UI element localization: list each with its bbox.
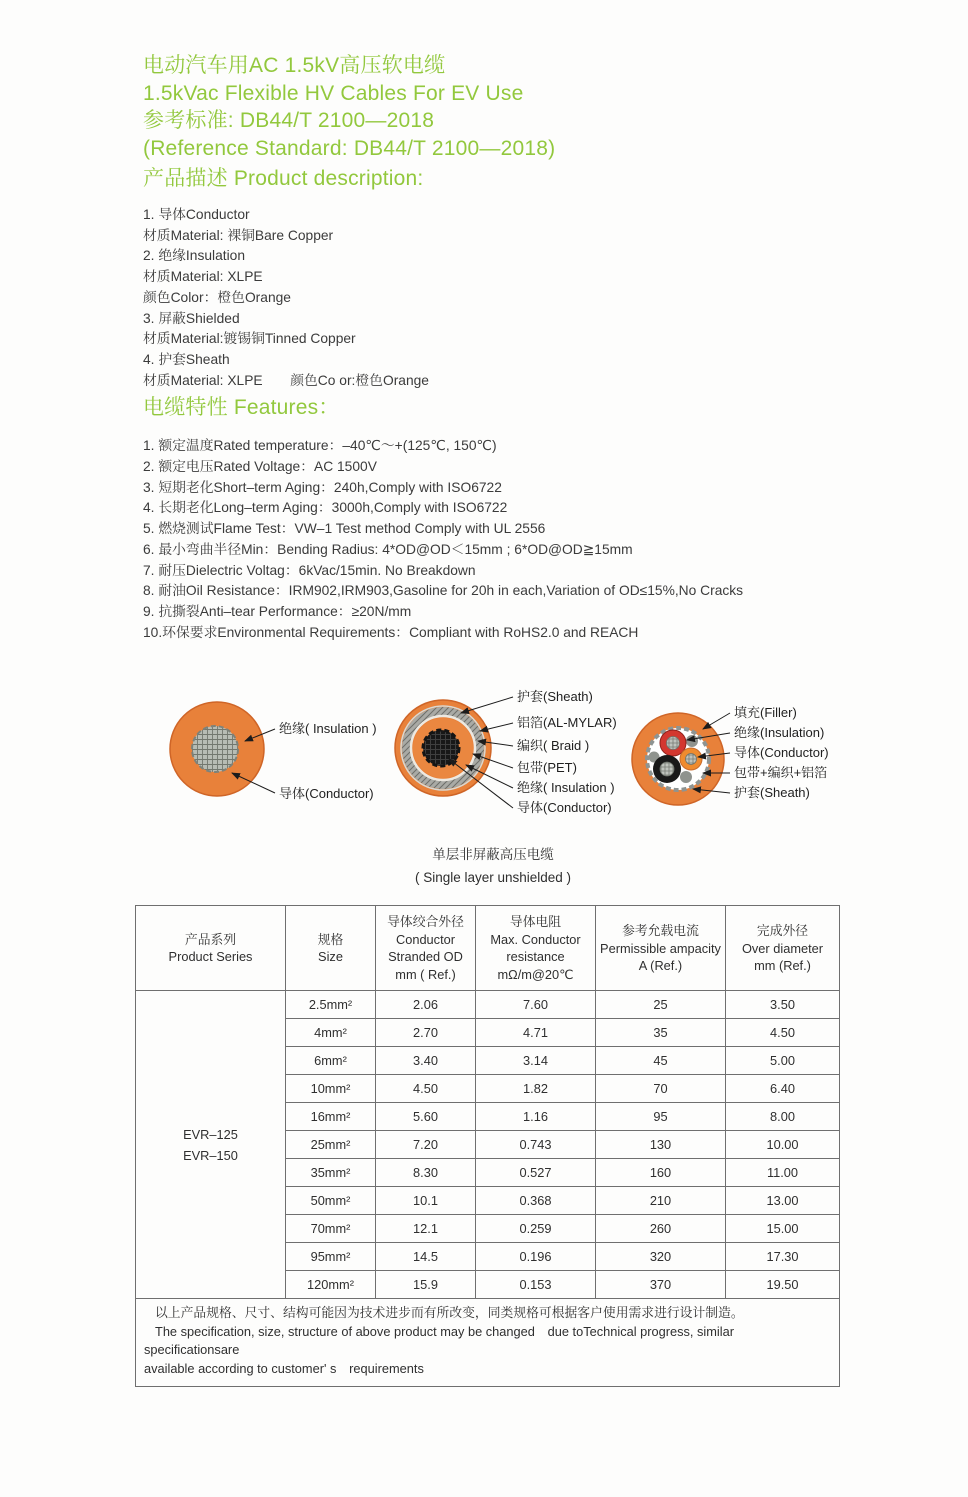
table-cell: 320 [596, 1243, 726, 1271]
filler-core-gray [686, 735, 698, 747]
feature-line: 4. 长期老化Long–term Aging：3000h,Comply with ISO6722 [143, 500, 508, 516]
table-cell: 6mm² [286, 1047, 376, 1075]
description-line: 材质Material: XLPE 颜色Co or:橙色Orange [143, 372, 429, 388]
feature-line: 8. 耐油Oil Resistance：IRM902,IRM903,Gasoline for 20h in each,Variation of OD≤15%,No Cracks [143, 583, 744, 599]
table-cell: 370 [596, 1271, 726, 1299]
diagram-label-insulation: 绝缘( Insulation ) [517, 780, 615, 796]
description-line: 颜色Color：橙色Orange [143, 289, 291, 305]
core-conductor [686, 754, 697, 765]
table-cell: 1.82 [476, 1075, 596, 1103]
cable-diagram-single-core [155, 677, 390, 842]
table-cell: 2.06 [376, 991, 476, 1019]
note-cell [136, 1299, 840, 1387]
table-cell: 210 [596, 1187, 726, 1215]
note-line-en-2: available according to customer' s requirements [144, 1360, 424, 1376]
core-conductor [667, 737, 680, 750]
diagram-label-al-mylar: 铝箔(AL-MYLAR) [517, 715, 617, 731]
header-over-diameter: 完成外径 Over diameter mm (Ref.) [726, 906, 840, 991]
cable-diagram-shielded-core [383, 677, 633, 842]
description-line: 3. 屏蔽Shielded [143, 310, 240, 326]
description-line: 材质Material:镀锡铜Tinned Copper [143, 331, 356, 347]
table-cell: 8.00 [726, 1103, 840, 1131]
feature-line: 6. 最小弯曲半径Min：Bending Radius: 4*OD@OD＜15mm ; 6*OD@OD≧15mm [143, 541, 633, 557]
filler-core-gray [680, 771, 692, 783]
feature-line: 2. 额定电压Rated Voltage：AC 1500V [143, 459, 377, 475]
header-size: 规格 Size [286, 906, 376, 991]
table-cell: 0.743 [476, 1131, 596, 1159]
table-cell: 35 [596, 1019, 726, 1047]
table-cell: 10.00 [726, 1131, 840, 1159]
table-cell: 10.1 [376, 1187, 476, 1215]
description-line: 材质Material: XLPE [143, 269, 263, 285]
diagram-label-insulation: 绝缘(Insulation) [734, 725, 825, 741]
header-permissible-ampacity: 参考允载电流 Permissible ampacity A (Ref.) [596, 906, 726, 991]
table-cell: 5.60 [376, 1103, 476, 1131]
table-cell: 130 [596, 1131, 726, 1159]
header-conductor-resistance: 导体电阻 Max. Conductor resistance mΩ/m@20℃ [476, 906, 596, 991]
note-line-en-1: The specification, size, structure of above product may be changed due toTechnical progress, similar specificationsare [144, 1323, 734, 1358]
cable-cross-section-figure [143, 677, 968, 889]
table-cell: 70mm² [286, 1215, 376, 1243]
product-description-list [143, 205, 883, 391]
product-series-cell: EVR–125 EVR–150 [136, 991, 286, 1299]
feature-line: 1. 额定温度Rated temperature：–40℃～+(125℃, 150℃) [143, 438, 497, 454]
diagram-label-conductor: 导体(Conductor) [734, 745, 829, 761]
diagram-label-sheath: 护套(Sheath) [517, 689, 593, 705]
product-description-heading: 产品描述 Product description: [143, 167, 424, 190]
table-cell: 0.527 [476, 1159, 596, 1187]
table-row [136, 991, 840, 1019]
table-cell: 1.16 [476, 1103, 596, 1131]
title-block [143, 52, 883, 162]
description-line: 1. 导体Conductor [143, 207, 250, 222]
conductor-strand-bundle [423, 730, 459, 766]
table-cell: 4.50 [726, 1019, 840, 1047]
table-cell: 45 [596, 1047, 726, 1075]
table-cell: 19.50 [726, 1271, 840, 1299]
diagram-label-insulation: 绝缘( Insulation ) [279, 721, 377, 737]
table-cell: 95 [596, 1103, 726, 1131]
title-standard-zh: 参考标准: DB44/T 2100—2018 [143, 109, 435, 132]
figure-caption-zh: 单层非屏蔽高压电缆 [432, 847, 554, 863]
table-cell: 2.5mm² [286, 991, 376, 1019]
description-line: 2. 绝缘Insulation [143, 248, 245, 264]
table-cell: 260 [596, 1215, 726, 1243]
table-cell: 6.40 [726, 1075, 840, 1103]
features-list [143, 436, 883, 643]
feature-line: 7. 耐压Dielectric Voltag：6kVac/15min. No Breakdown [143, 562, 476, 578]
title-standard-en: (Reference Standard: DB44/T 2100—2018) [143, 136, 556, 160]
spec-table-body [136, 991, 840, 1299]
features-section [143, 391, 883, 643]
figure-caption-en: ( Single layer unshielded ) [414, 870, 572, 886]
product-description-section [143, 162, 883, 391]
table-cell: 0.153 [476, 1271, 596, 1299]
table-cell: 25mm² [286, 1131, 376, 1159]
table-cell: 10mm² [286, 1075, 376, 1103]
table-cell: 120mm² [286, 1271, 376, 1299]
table-cell: 0.196 [476, 1243, 596, 1271]
table-cell: 15.00 [726, 1215, 840, 1243]
diagram-label-conductor: 导体(Conductor) [517, 800, 612, 816]
table-cell: 95mm² [286, 1243, 376, 1271]
table-cell: 7.60 [476, 991, 596, 1019]
feature-line: 5. 燃烧测试Flame Test：VW–1 Test method Comply with UL 2556 [143, 521, 546, 537]
header-stranded-od: 导体绞合外径 Conductor Stranded OD mm ( Ref.) [376, 906, 476, 991]
table-cell: 17.30 [726, 1243, 840, 1271]
table-cell: 4.50 [376, 1075, 476, 1103]
table-cell: 5.00 [726, 1047, 840, 1075]
diagram-label-wrap-braid-foil: 包带+编织+铝箔 [734, 765, 828, 781]
figure-caption [143, 843, 843, 889]
table-cell: 13.00 [726, 1187, 840, 1215]
core-conductor [660, 762, 674, 776]
diagram-label-sheath: 护套(Sheath) [734, 785, 810, 801]
table-cell: 3.14 [476, 1047, 596, 1075]
diagram-label-filler: 填充(Filler) [734, 705, 797, 721]
table-cell: 0.259 [476, 1215, 596, 1243]
table-cell: 7.20 [376, 1131, 476, 1159]
features-heading: 电缆特性 Features： [143, 396, 340, 420]
table-cell: 4mm² [286, 1019, 376, 1047]
table-cell: 15.9 [376, 1271, 476, 1299]
description-line: 材质Material: 裸铜Bare Copper [143, 227, 334, 243]
conductor-strand-bundle [192, 726, 238, 772]
note-line-zh: 以上产品规格、尺寸、结构可能因为技术进步而有所改变，同类规格可根据客户使用需求进行设计制造。 [155, 1305, 744, 1321]
table-cell: 160 [596, 1159, 726, 1187]
table-cell: 0.368 [476, 1187, 596, 1215]
spec-table [135, 905, 840, 1387]
table-cell: 8.30 [376, 1159, 476, 1187]
table-cell: 11.00 [726, 1159, 840, 1187]
feature-line: 10.环保要求Environmental Requirements：Compliant with RoHS2.0 and REACH [143, 624, 639, 640]
table-cell: 25 [596, 991, 726, 1019]
table-cell: 16mm² [286, 1103, 376, 1131]
spec-table-header [136, 906, 840, 991]
table-cell: 4.71 [476, 1019, 596, 1047]
note-row [136, 1299, 840, 1387]
table-cell: 14.5 [376, 1243, 476, 1271]
table-cell: 2.70 [376, 1019, 476, 1047]
table-cell: 3.40 [376, 1047, 476, 1075]
diagram-label-conductor: 导体(Conductor) [279, 786, 374, 802]
spec-table-footer [136, 1299, 840, 1387]
table-cell: 50mm² [286, 1187, 376, 1215]
header-product-series: 产品系列 Product Series [136, 906, 286, 991]
feature-line: 9. 抗撕裂Anti–tear Performance：≥20N/mm [143, 603, 412, 619]
table-cell: 70 [596, 1075, 726, 1103]
title-line-zh: 电动汽车用AC 1.5kV高压软电缆 [143, 54, 446, 77]
description-line: 4. 护套Sheath [143, 351, 230, 367]
table-cell: 35mm² [286, 1159, 376, 1187]
diagram-label-pet: 包带(PET) [517, 760, 577, 776]
feature-line: 3. 短期老化Short–term Aging：240h,Comply with ISO6722 [143, 479, 502, 495]
table-cell: 3.50 [726, 991, 840, 1019]
cable-diagram-multi-core [623, 677, 878, 852]
title-line-en: 1.5kVac Flexible HV Cables For EV Use [143, 81, 524, 105]
diagram-label-braid: 编织( Braid ) [517, 738, 590, 754]
table-cell: 12.1 [376, 1215, 476, 1243]
